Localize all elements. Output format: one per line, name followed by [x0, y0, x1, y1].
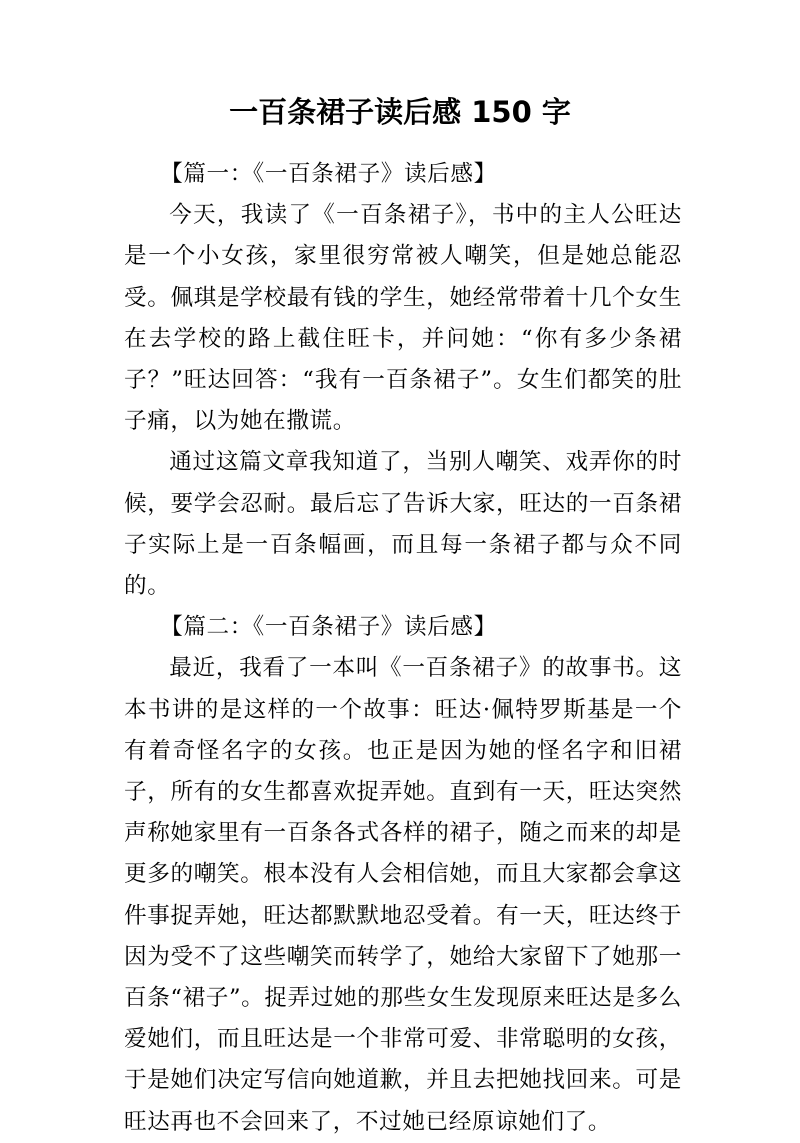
document-body: [124, 154, 682, 1143]
section-1-paragraph-2: 通过这篇文章我知道了，当别人嘲笑、戏弄你的时候，要学会忍耐。最后忘了告诉大家，旺达的一百条裙子实际上是一百条幅画，而且每一条裙子都与众不同的。: [124, 449, 682, 600]
section-2-paragraph-1: 最近，我看了一本叫《一百条裙子》的故事书。这本书讲的是这样的一个故事：旺达·佩特罗斯基是一个有着奇怪名字的女孩。也正是因为她的怪名字和旧裙子，所有的女生都喜欢捉弄她。直到有一天，旺达突然声称她家里有一百条各式各样的裙子，随之而来的却是更多的嘲笑。根本没有人会相信她，而且大家都会拿这件事捉弄她，旺达都默默地忍受着。有一天，旺达终于因为受不了这些嘲笑而转学了，她给大家留下了她那一百条“裙子”。捉弄过她的那些女生发现原来旺达是多么爱她们，而且旺达是一个非常可爱、非常聪明的女孩，于是她们决定写信向她道歉，并且去把她找回来。可是旺达再也不会回来了，不过她已经原谅她们了。: [124, 655, 682, 1135]
document-title: 一百条裙子读后感 150 字: [229, 95, 571, 129]
section-2-heading: 【篇二：《一百条裙子》读后感】: [160, 614, 497, 641]
section-1-heading: 【篇一：《一百条裙子》读后感】: [160, 161, 497, 187]
section-1-paragraph-1: 今天，我读了《一百条裙子》，书中的主人公旺达是一个小女孩，家里很穷常被人嘲笑，但是她总能忍受。佩琪是学校最有钱的学生，她经常带着十几个女生在去学校的路上截住旺卡，并问她：“你有多少条裙子？”旺达回答：“我有一百条裙子”。女生们都笑的肚子痛，以为她在撒谎。: [124, 202, 682, 435]
